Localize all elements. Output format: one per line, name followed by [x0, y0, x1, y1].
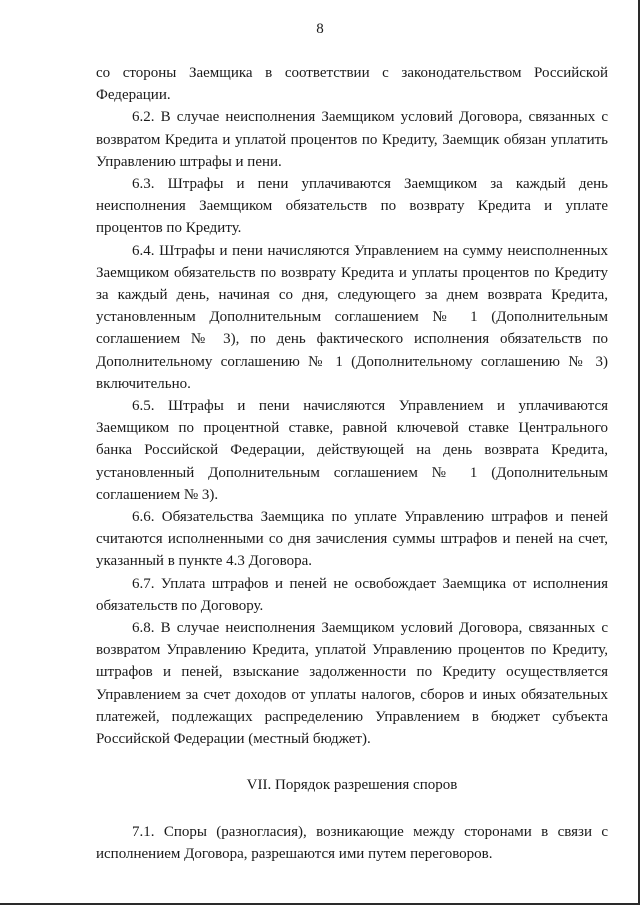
paragraph-6-2: 6.2. В случае неисполнения Заемщиком условий Договора, связанных с возвратом Кредита и уплатой процентов по Кредиту, Заемщик обязан уплатить Управлению штрафы и пени. [96, 109, 608, 170]
paragraph-6-6: 6.6. Обязательства Заемщика по уплате Управлению штрафов и пеней считаются исполненными со дня зачисления суммы штрафов и пеней на счет, указанный в пункте 4.3 Договора. [96, 509, 608, 570]
page-number: 8 [316, 21, 324, 37]
document-body [96, 62, 608, 865]
paragraph-6-5: 6.5. Штрафы и пени начисляются Управлением и уплачиваются Заемщиком по процентной ставке, равной ключевой ставке Центрального банка Российской Федерации, действующей на день возврата Кредита, установленный Дополнительным соглашением № 1 (Дополнительным соглашением № 3). [96, 398, 608, 503]
paragraph-continuation: со стороны Заемщика в соответствии с законодательством Российской Федерации. [96, 65, 608, 104]
section-title: VII. Порядок разрешения споров [246, 777, 458, 794]
paragraph-6-7: 6.7. Уплата штрафов и пеней не освобождает Заемщика от исполнения обязательств по Договору. [96, 575, 608, 614]
paragraph-6-4: 6.4. Штрафы и пени начисляются Управлением на сумму неисполненных Заемщиком обязательств по возврату Кредита и уплаты процентов по Кредиту за каждый день, начиная со дня, следующего за днем возврата Кредита, установленным Дополнительным соглашением № 1 (Дополнительным соглашением № 3), по день фактического исполнения обязательств по Дополнительному соглашению № 1 (Дополнительному соглашению № 3) включительно. [96, 242, 608, 392]
paragraph-6-8: 6.8. В случае неисполнения Заемщиком условий Договора, связанных с возвратом Управлению Кредита, уплатой Управлению процентов по Кредиту, штрафов и пеней, взыскание задолженности по Кредиту осуществляется Управлением за счет доходов от уплаты налогов, сборов и иных обязательных платежей, подлежащих распределению Управлением в бюджет субъекта Российской Федерации (местный бюджет). [96, 620, 608, 748]
paragraph-6-3: 6.3. Штрафы и пени уплачиваются Заемщиком за каждый день неисполнения Заемщиком обязательств по возврату Кредита и уплате процентов по Кредиту. [96, 176, 608, 237]
paragraph-7-1: 7.1. Споры (разногласия), возникающие между сторонами в связи с исполнением Договора, разрешаются ими путем переговоров. [96, 823, 608, 862]
